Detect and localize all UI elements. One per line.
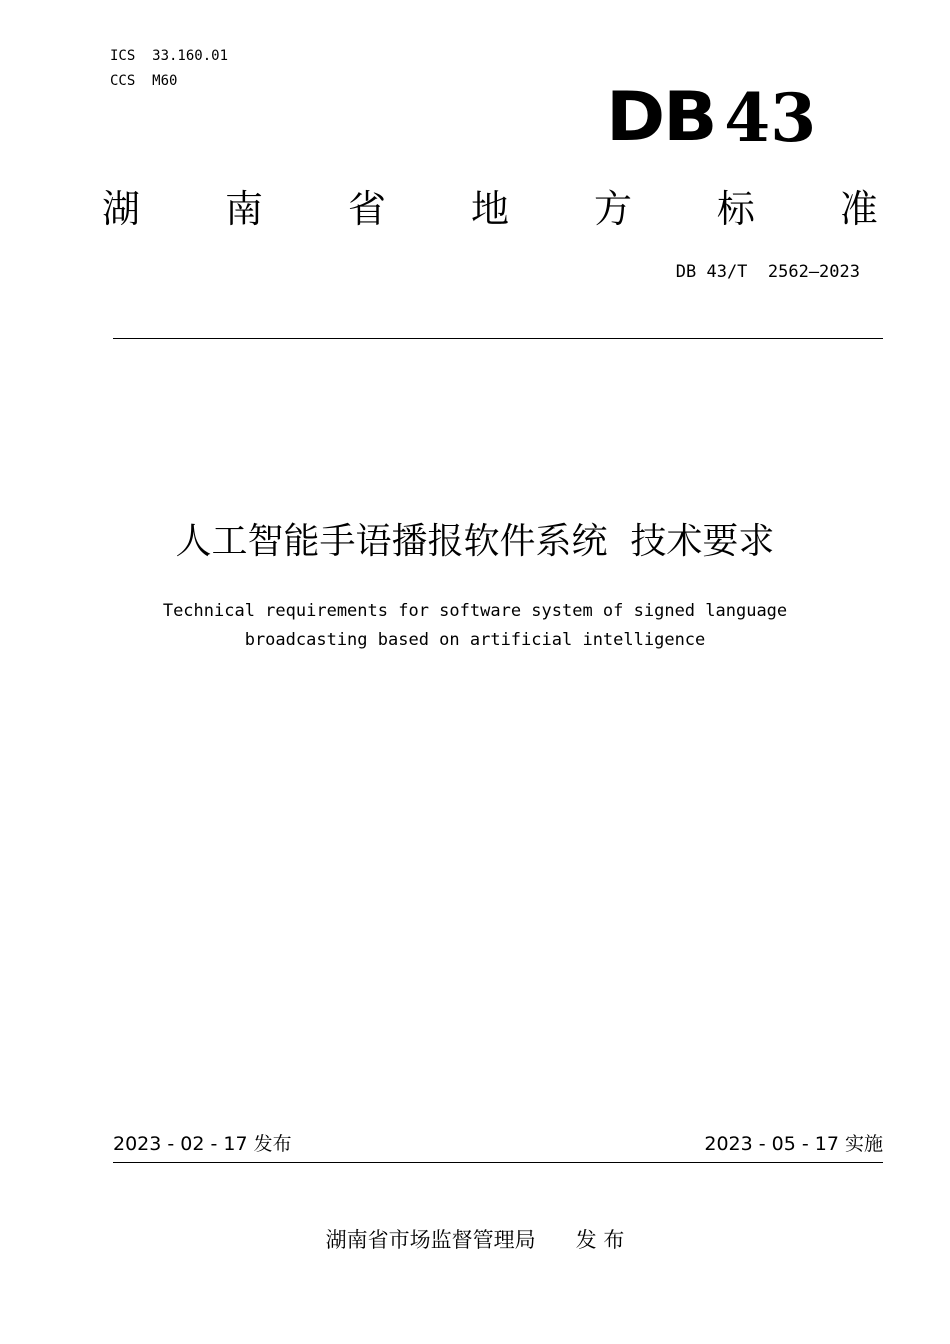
document-title-en-line2: broadcasting based on artificial intelligence (244, 630, 706, 650)
document-title-en-line1: Technical requirements for software system of signed language (162, 601, 788, 621)
logo-prefix: DB (606, 78, 716, 157)
top-divider (113, 338, 883, 339)
standard-number: DB 43/T 2562—2023 (675, 262, 860, 282)
ics-code: ICS 33.160.01 (110, 48, 229, 64)
document-title-zh: 人工智能手语播报软件系统 技术要求 (175, 521, 775, 562)
standard-type-heading (102, 184, 878, 234)
standard-type-char: 标 (716, 187, 755, 231)
standard-type-char: 南 (224, 187, 263, 231)
standard-type-char: 地 (470, 187, 509, 231)
standard-type-char: 湖 (102, 187, 141, 231)
standard-type-char: 方 (593, 187, 632, 231)
logo-number: 43 (724, 79, 817, 157)
ccs-code: CCS M60 (110, 73, 178, 89)
issue-date: 2023 - 02 - 17 发布 (113, 1133, 292, 1155)
issuing-authority: 湖南省市场监督管理局 发 布 (325, 1228, 625, 1252)
standard-type-char: 省 (347, 187, 386, 231)
standard-type-char: 准 (839, 187, 878, 231)
bottom-divider (113, 1162, 883, 1163)
db43-logo (606, 80, 826, 156)
implementation-date: 2023 - 05 - 17 实施 (704, 1133, 883, 1155)
